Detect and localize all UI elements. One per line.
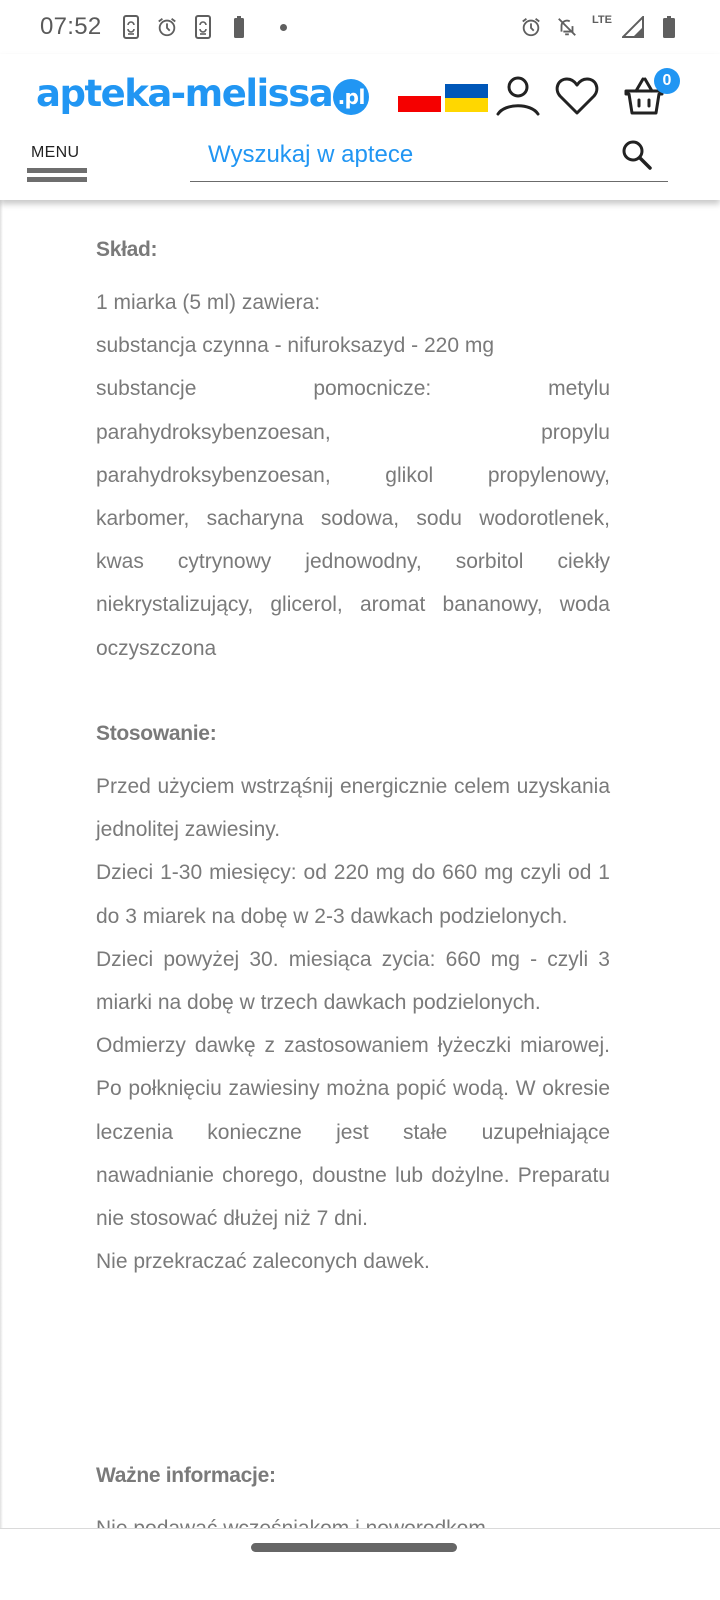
cart-count-badge: 0: [654, 68, 680, 94]
language-flag-polish[interactable]: [398, 84, 441, 112]
screen-rotate-icon: [120, 16, 142, 38]
network-type-label: LTE: [592, 14, 612, 26]
logo-badge: .pl: [333, 79, 369, 115]
paragraph: 1 miarka (5 ml) zawiera:: [96, 291, 321, 314]
user-icon: [495, 75, 541, 117]
notification-dot-icon: [280, 24, 287, 31]
home-gesture-handle[interactable]: [251, 1543, 457, 1552]
menu-button[interactable]: [27, 144, 87, 188]
language-flag-ukrainian[interactable]: [445, 84, 488, 112]
section-title: Stosowanie:: [96, 722, 217, 745]
section-title: Skład:: [96, 238, 158, 261]
search-button[interactable]: [620, 138, 654, 172]
search-icon: [620, 138, 654, 172]
battery-icon: [228, 16, 250, 38]
paragraph: substancja czynna - nifuroksazyd - 220 mg: [96, 334, 495, 358]
alarm-icon: [156, 16, 178, 38]
section-title: Ważne informacje:: [96, 1464, 276, 1487]
menu-label: MENU: [31, 144, 80, 161]
paragraph: Dzieci 1-30 miesięcy: od 220 mg do 660 mg czyli od 1 do 3 miarek na dobę w 2-3 dawkach podzielonych.: [96, 861, 610, 928]
paragraph: substancje pomocnicze: metylu parahydroksybenzoesan, propylu parahydroksybenzoesan, glikol propylenowy, karbomer, sacharyna sodowa, sodu wodorotlenek, kwas cytrynowy jednowodny, sorbitol ciekły niekrystalizujący, glicerol, aromat bananowy, woda oczyszczona: [96, 377, 610, 660]
user-account-button[interactable]: [494, 72, 542, 120]
screen-rotate-icon: [192, 16, 214, 38]
alarm-icon: [520, 16, 542, 38]
section-composition: [96, 238, 610, 670]
logo-text: apteka-melissa: [36, 72, 333, 115]
page-edge-shadow: [0, 54, 3, 1528]
battery-icon: [658, 16, 680, 38]
site-header: [0, 54, 720, 200]
hamburger-icon-bar: [27, 177, 87, 182]
site-logo[interactable]: [36, 72, 369, 115]
system-nav-bar: [0, 1528, 720, 1600]
bell-off-icon: [556, 16, 578, 38]
section-usage: [96, 722, 610, 1283]
status-right-icons: [520, 16, 680, 38]
paragraph: Nie przekraczać zaleconych dawek.: [96, 1250, 430, 1274]
heart-icon: [555, 76, 599, 116]
status-bar: [0, 0, 720, 54]
paragraph: Przed użyciem wstrząśnij energicznie celem uzyskania jednolitej zawiesiny.: [96, 775, 610, 842]
status-time: 07:52: [40, 13, 102, 40]
paragraph: Odmierzy dawkę z zastosowaniem łyżeczki miarowej. Po połknięciu zawiesiny można popić wodą. W okresie leczenia konieczne jest stałe uzupełniające nawadnianie chorego, doustne lub dożylne. Preparatu nie stosować dłużej niż 7 dni.: [96, 1034, 610, 1231]
search-box: [190, 130, 668, 182]
hamburger-icon: [27, 168, 87, 173]
wishlist-button[interactable]: [553, 72, 601, 120]
signal-icon: [622, 16, 644, 38]
search-input[interactable]: [190, 130, 610, 180]
status-left-icons: [120, 16, 287, 38]
paragraph: Dzieci powyżej 30. miesiąca zycia: 660 mg - czyli 3 miarki na dobę w trzech dawkach podzielonych.: [96, 947, 610, 1015]
